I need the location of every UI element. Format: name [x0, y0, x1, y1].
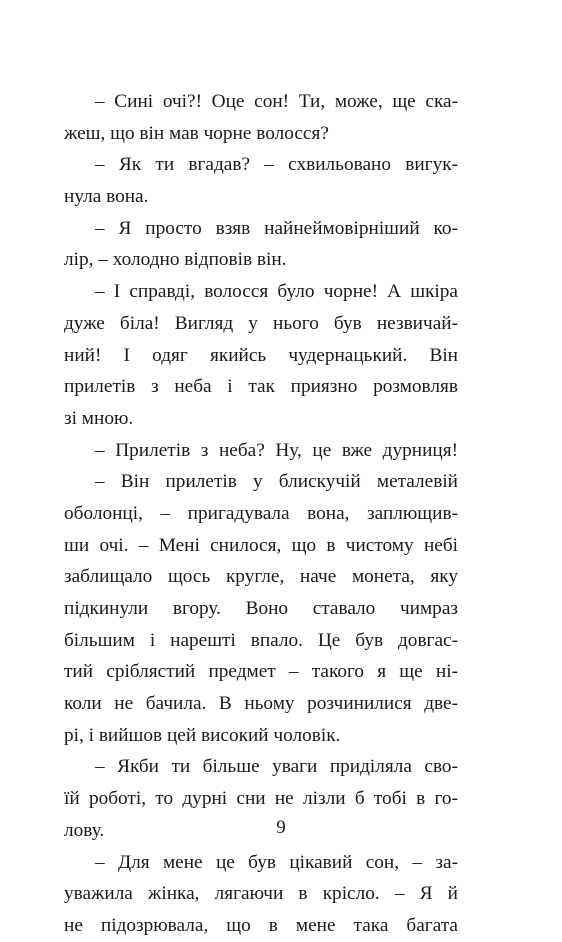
text-line: – Як ти вгадав? – схвильовано вигук-: [95, 154, 458, 176]
text-line: зі мною.: [64, 407, 134, 429]
text-line: – Сині очі?! Оце сон! Ти, може, ще ска-: [95, 91, 458, 112]
text-line: уважила жінка, лягаючи в крісло. – Я й: [64, 883, 458, 905]
text-line: – Для мене це був цікавий сон, – за-: [95, 851, 458, 873]
text-line: рі, і вийшов цей високий чоловік.: [64, 724, 341, 746]
text-line: оболонці, – пригадувала вона, заплющив-: [64, 502, 458, 524]
text-line: – Якби ти більше уваги приділяла сво-: [95, 756, 458, 778]
text-line: заблищало щось кругле, наче монета, яку: [64, 566, 458, 588]
text-line: ний! І одяг якийсь чудернацький. Він: [64, 344, 458, 366]
text-line: жеш, що він мав чорне волосся?: [64, 122, 329, 144]
text-line: – Я просто взяв найнеймовірніший ко-: [95, 217, 458, 239]
text-line: ши очі. – Мені снилося, що в чистому небі: [64, 534, 458, 556]
text-line: нула вона.: [64, 186, 149, 208]
page-number: 9: [276, 817, 286, 838]
text-line: – Прилетів з неба? Ну, це вже дурниця!: [95, 439, 458, 461]
text-line: – І справді, волосся було чорне! А шкіра: [95, 281, 458, 303]
text-line: лову.: [64, 819, 105, 841]
text-line: – Він прилетів у блискучій металевій: [95, 471, 458, 493]
text-line: дуже біла! Вигляд у нього був незвичай-: [64, 312, 458, 334]
text-line: прилетів з неба і так приязно розмовляв: [64, 376, 458, 398]
text-line: їй роботі, то дурні сни не лізли б тобі в го-: [64, 788, 458, 810]
text-line: не підозрювала, що в мене така багата: [64, 914, 458, 936]
text-line: лір, – холодно відповів він.: [64, 249, 287, 271]
text-line: більшим і нарешті впало. Це був довгас-: [64, 629, 458, 651]
text-line: коли не бачила. В ньому розчинилися две-: [64, 693, 458, 715]
body-text: [64, 86, 458, 942]
text-line: підкинули вгору. Воно ставало чимраз: [64, 598, 458, 619]
text-line: тий сріблястий предмет – такого я ще ні-: [64, 661, 458, 683]
